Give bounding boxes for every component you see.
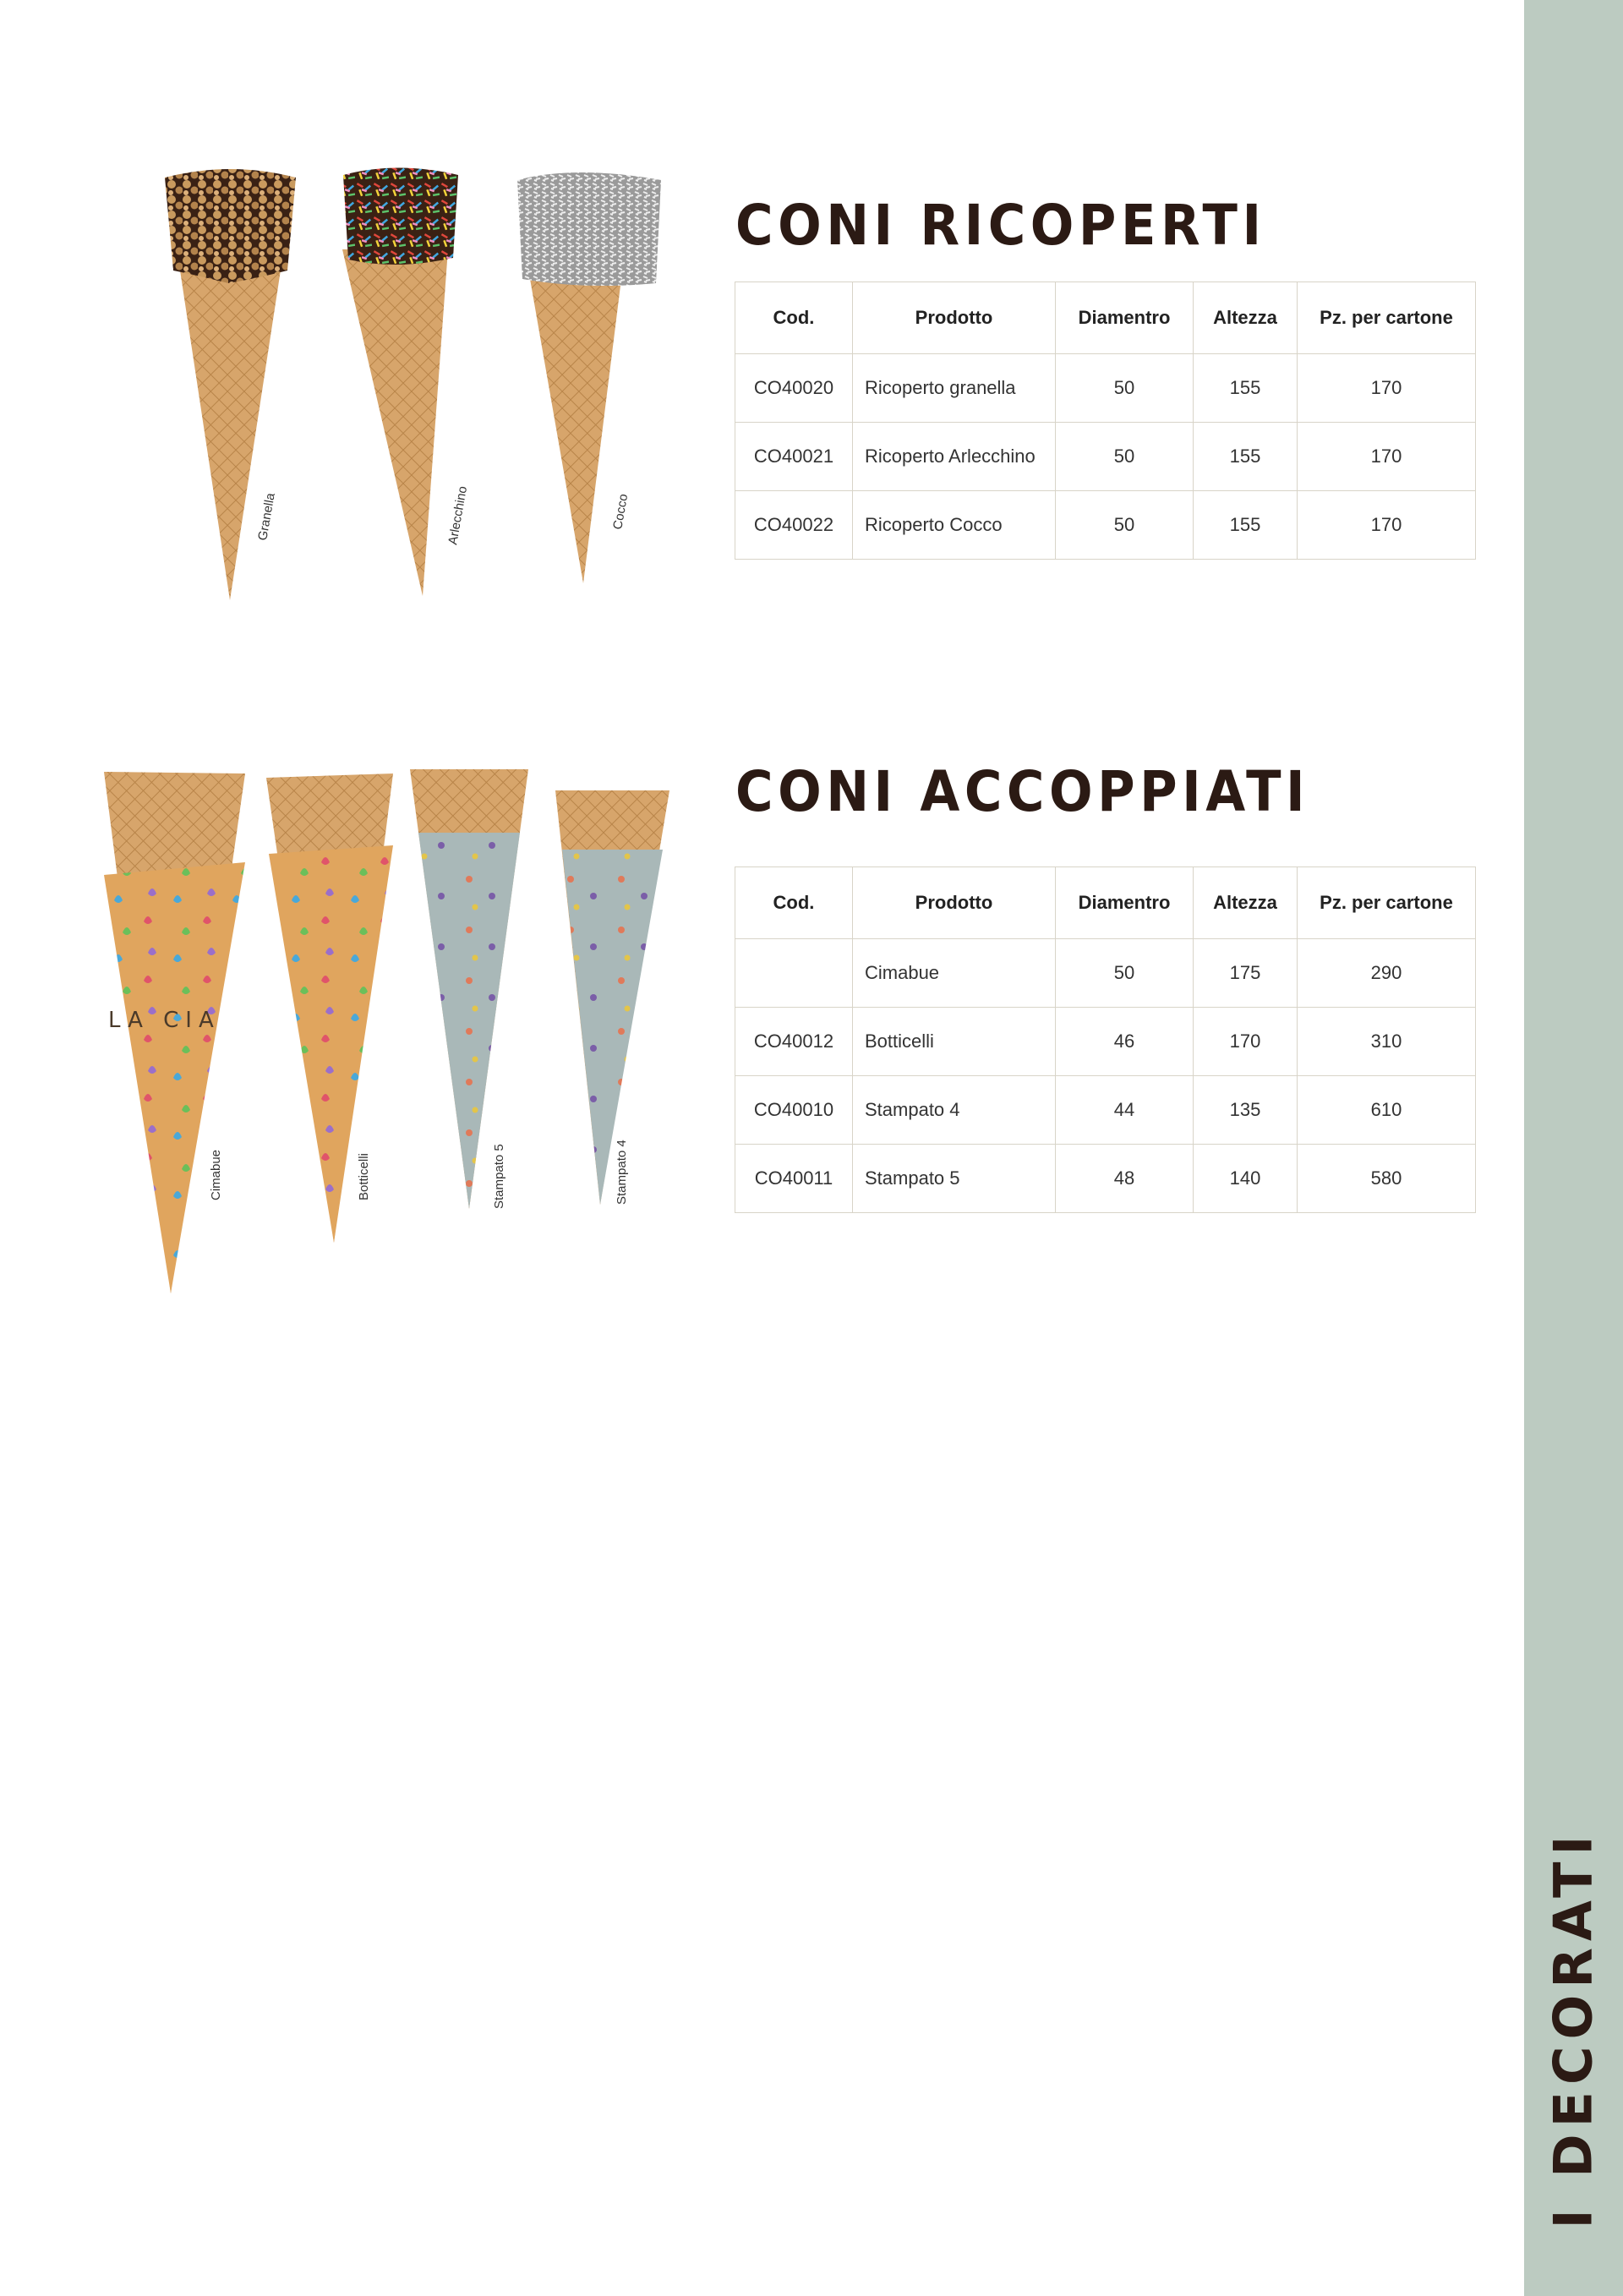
cell-diametro: 46	[1056, 1008, 1194, 1076]
cell-altezza: 140	[1194, 1145, 1298, 1213]
header-pz-cartone: Pz. per cartone	[1298, 282, 1476, 354]
cell-cod	[735, 939, 853, 1008]
cone-label-granella: Granella	[255, 491, 278, 542]
coated-cones-image	[152, 165, 676, 609]
cell-diametro: 50	[1056, 423, 1194, 491]
cell-altezza: 170	[1194, 1008, 1298, 1076]
cell-pz: 170	[1298, 423, 1476, 491]
cell-pz: 170	[1298, 354, 1476, 423]
cone-label-cimabue: Cimabue	[209, 1149, 223, 1200]
cell-altezza: 175	[1194, 939, 1298, 1008]
paired-cones-image	[101, 765, 676, 1298]
cell-pz: 290	[1298, 939, 1476, 1008]
cone-granella	[165, 169, 296, 600]
cone-label-arlecchino: Arlecchino	[445, 484, 471, 546]
cell-prodotto: Ricoperto granella	[853, 354, 1056, 423]
cell-prodotto: Cimabue	[853, 939, 1056, 1008]
cell-pz: 580	[1298, 1145, 1476, 1213]
section-title-coni-ricoperti: CONI RICOPERTI	[735, 193, 1266, 258]
cell-cod: CO40022	[735, 491, 853, 560]
table-row	[735, 1145, 1476, 1213]
cell-altezza: 155	[1194, 423, 1298, 491]
cell-pz: 170	[1298, 491, 1476, 560]
cell-prodotto: Stampato 4	[853, 1076, 1056, 1145]
table-row	[735, 939, 1476, 1008]
cell-pz: 310	[1298, 1008, 1476, 1076]
table-row	[735, 1008, 1476, 1076]
header-altezza: Altezza	[1194, 867, 1298, 939]
cell-diametro: 48	[1056, 1145, 1194, 1213]
cone-label-botticelli: Botticelli	[357, 1153, 371, 1200]
cell-diametro: 50	[1056, 939, 1194, 1008]
side-category-label: I DECORATI	[1542, 1829, 1604, 2229]
cell-prodotto: Botticelli	[853, 1008, 1056, 1076]
cell-altezza: 155	[1194, 354, 1298, 423]
cone-stampato-4	[555, 790, 669, 1205]
header-prodotto: Prodotto	[853, 282, 1056, 354]
cell-cod: CO40011	[735, 1145, 853, 1213]
header-altezza: Altezza	[1194, 282, 1298, 354]
cell-prodotto: Ricoperto Arlecchino	[853, 423, 1056, 491]
table-row	[735, 491, 1476, 560]
cone-label-cocco: Cocco	[610, 492, 631, 531]
cone-label-stampato-5: Stampato 5	[492, 1144, 506, 1209]
cell-cod: CO40020	[735, 354, 853, 423]
table-row	[735, 1076, 1476, 1145]
cell-pz: 610	[1298, 1076, 1476, 1145]
header-diametro: Diamentro	[1056, 867, 1194, 939]
cell-altezza: 135	[1194, 1076, 1298, 1145]
table-row	[735, 423, 1476, 491]
header-prodotto: Prodotto	[853, 867, 1056, 939]
cell-cod: CO40021	[735, 423, 853, 491]
cone-cocco	[517, 172, 661, 583]
cell-diametro: 50	[1056, 354, 1194, 423]
wrapper-brand-text: LA CIA	[108, 1008, 221, 1033]
cell-diametro: 44	[1056, 1076, 1194, 1145]
cell-cod: CO40010	[735, 1076, 853, 1145]
cell-prodotto: Stampato 5	[853, 1145, 1056, 1213]
coni-ricoperti-table	[735, 282, 1476, 560]
cell-cod: CO40012	[735, 1008, 853, 1076]
cell-altezza: 155	[1194, 491, 1298, 560]
cell-diametro: 50	[1056, 491, 1194, 560]
header-cod: Cod.	[735, 867, 853, 939]
header-diametro: Diamentro	[1056, 282, 1194, 354]
coni-accoppiati-table	[735, 866, 1476, 1213]
cone-arlecchino	[342, 168, 470, 597]
cone-stampato-5	[410, 769, 528, 1209]
cell-prodotto: Ricoperto Cocco	[853, 491, 1056, 560]
table-header-row	[735, 282, 1476, 354]
header-pz-cartone: Pz. per cartone	[1298, 867, 1476, 939]
cone-botticelli	[266, 774, 393, 1243]
section-title-coni-accoppiati: CONI ACCOPPIATI	[735, 759, 1310, 824]
cone-label-stampato-4: Stampato 4	[615, 1140, 629, 1205]
table-row	[735, 354, 1476, 423]
header-cod: Cod.	[735, 282, 853, 354]
table-header-row	[735, 867, 1476, 939]
cone-cimabue	[104, 772, 245, 1293]
